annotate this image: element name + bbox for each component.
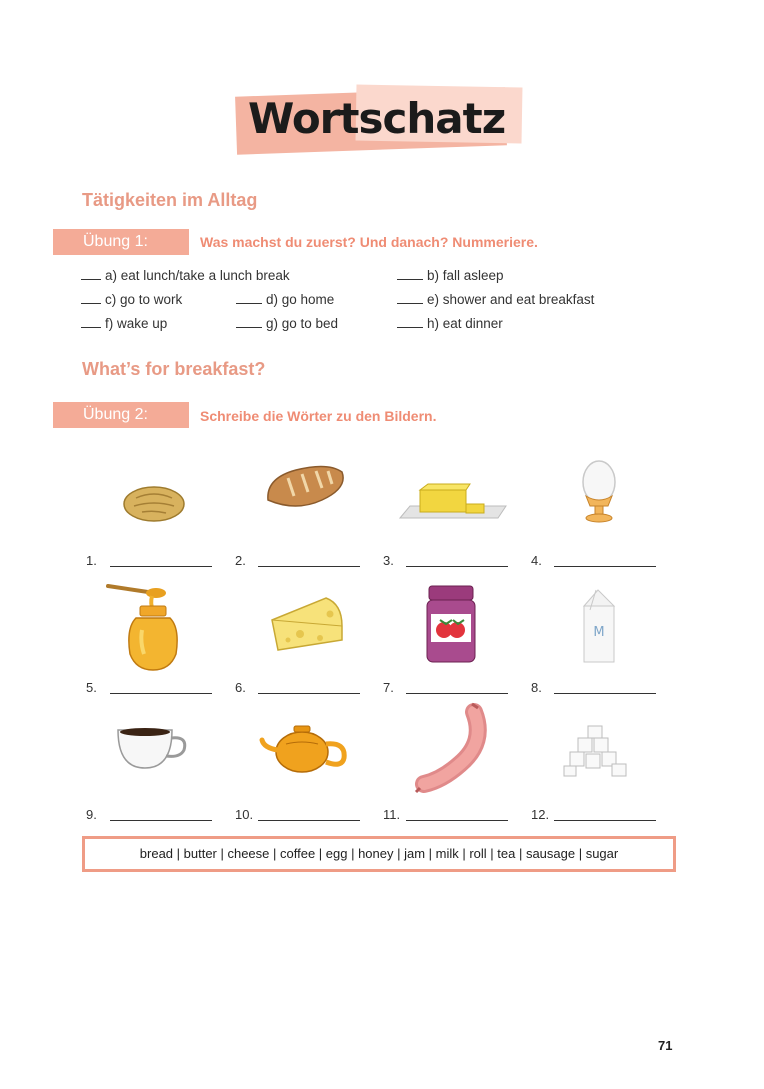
title-banner xyxy=(236,86,522,154)
cheese-icon xyxy=(270,596,346,652)
section-heading-daily-activities: Tätigkeiten im Alltag xyxy=(82,190,258,210)
task-item: e) shower and eat breakfast xyxy=(397,292,594,307)
sugar-icon xyxy=(562,722,632,780)
item-number: 7. xyxy=(383,680,394,695)
page-number: 71 xyxy=(658,1038,673,1053)
item-number: 4. xyxy=(531,553,542,568)
answer-line[interactable] xyxy=(110,820,212,821)
butter-icon xyxy=(398,482,508,522)
item-number: 11. xyxy=(383,807,401,822)
answer-blank[interactable] xyxy=(397,327,423,328)
item-number: 3. xyxy=(383,553,394,568)
teapot-icon xyxy=(258,718,350,776)
honey-icon xyxy=(106,576,186,674)
bread-roll-icon xyxy=(118,480,190,526)
milk-icon xyxy=(578,588,620,664)
item-number: 10. xyxy=(235,807,254,822)
answer-line[interactable] xyxy=(258,566,360,567)
item-number: 6. xyxy=(235,680,246,695)
answer-blank[interactable] xyxy=(236,303,262,304)
answer-blank[interactable] xyxy=(397,279,423,280)
task-item: g) go to bed xyxy=(236,316,338,331)
answer-line[interactable] xyxy=(110,693,212,694)
item-number: 2. xyxy=(235,553,246,568)
task-item: d) go home xyxy=(236,292,334,307)
answer-blank[interactable] xyxy=(81,327,101,328)
task-item: a) eat lunch/take a lunch break xyxy=(81,268,290,283)
task-item: f) wake up xyxy=(81,316,167,331)
page-title: Wortschatz xyxy=(248,94,506,143)
answer-line[interactable] xyxy=(110,566,212,567)
jam-icon xyxy=(424,584,478,666)
answer-line[interactable] xyxy=(406,566,508,567)
item-number: 5. xyxy=(86,680,97,695)
answer-blank[interactable] xyxy=(397,303,423,304)
word-bank: bread | butter | cheese | coffee | egg | honey | jam | milk | roll | tea | sausage | sugar xyxy=(82,836,676,872)
answer-line[interactable] xyxy=(406,820,508,821)
exercise-1-label: Übung 1: xyxy=(53,229,189,255)
item-number: 12. xyxy=(531,807,550,822)
task-item: c) go to work xyxy=(81,292,182,307)
answer-line[interactable] xyxy=(406,693,508,694)
section-heading-breakfast: What’s for breakfast? xyxy=(82,359,266,379)
svg-text:M: M xyxy=(593,625,605,640)
bread-loaf-icon xyxy=(262,460,348,516)
answer-blank[interactable] xyxy=(236,327,262,328)
answer-line[interactable] xyxy=(258,820,360,821)
item-number: 8. xyxy=(531,680,542,695)
answer-blank[interactable] xyxy=(81,303,101,304)
answer-line[interactable] xyxy=(554,566,656,567)
answer-line[interactable] xyxy=(258,693,360,694)
exercise-2-instruction: Schreibe die Wörter zu den Bildern. xyxy=(200,408,437,424)
task-item: b) fall asleep xyxy=(397,268,504,283)
egg-icon xyxy=(576,460,622,526)
coffee-icon xyxy=(114,722,192,774)
item-number: 9. xyxy=(86,807,97,822)
answer-blank[interactable] xyxy=(81,279,101,280)
answer-line[interactable] xyxy=(554,820,656,821)
task-item: h) eat dinner xyxy=(397,316,503,331)
exercise-2-label: Übung 2: xyxy=(53,402,189,428)
exercise-1-instruction: Was machst du zuerst? Und danach? Nummeriere. xyxy=(200,234,538,250)
item-number: 1. xyxy=(86,553,97,568)
answer-line[interactable] xyxy=(554,693,656,694)
sausage-icon xyxy=(412,702,492,794)
